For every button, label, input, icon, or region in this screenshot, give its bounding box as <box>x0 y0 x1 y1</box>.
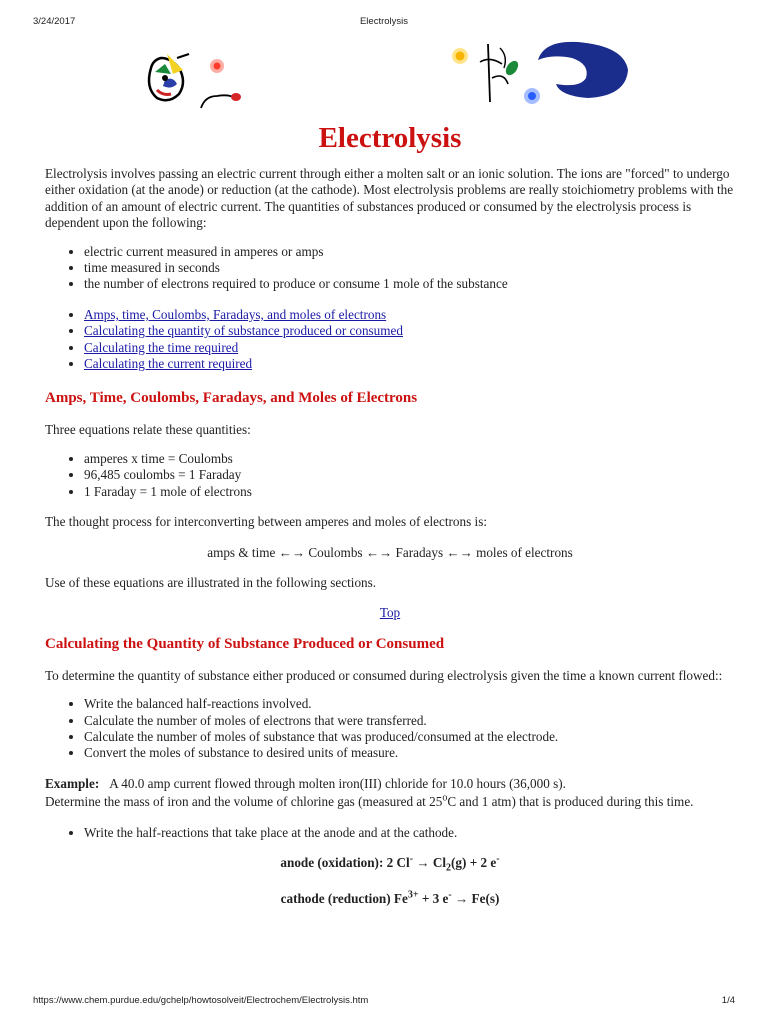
section-heading-amps: Amps, Time, Coulombs, Faradays, and Moles of Electrons <box>45 390 418 407</box>
document-content <box>45 118 735 908</box>
intro-paragraph: Electrolysis involves passing an electric current through either a molten salt or an ionic solution. The ions are "forced" to undergo either oxidation (at the anode) or reduction (at the cathode). Most electrolysis problems are really stoichiometry problems with the addition of an amount of electric current. The quantities of substances produced or consumed by the electrolysis process is dependent upon the following: <box>45 166 734 231</box>
toc-link-quantity[interactable]: Calculating the quantity of substance produced or consumed <box>84 323 403 339</box>
blue-star-icon <box>524 88 540 104</box>
equation-list <box>45 451 735 500</box>
toc-link-amps[interactable]: Amps, time, Coulombs, Faradays, and moles of electrons <box>84 306 387 322</box>
top-link-wrap <box>45 605 735 621</box>
question-text-cont: C and 1 atm) that is produced during this time. <box>447 794 694 810</box>
section2-lead: To determine the quantity of substance either produced or consumed during electrolysis given the time a known current flowed:: <box>45 667 723 683</box>
decorative-art-right <box>448 38 630 108</box>
section1-lead: Three equations relate these quantities: <box>45 422 251 438</box>
page-number: 1/4 <box>721 995 735 1006</box>
red-flower-icon <box>201 93 241 108</box>
list-item: • Convert the moles of substance to desired units of measure. <box>84 745 735 761</box>
list-item: • 1 Faraday = 1 mole of electrons <box>84 484 735 500</box>
degree-mark: o <box>442 792 448 804</box>
decorative-art-left <box>143 50 248 110</box>
list-item: • amperes x time = Coulombs <box>84 451 735 467</box>
toc-link-current[interactable]: Calculating the current required <box>84 356 253 372</box>
plant-figure-icon <box>480 44 521 102</box>
steps-list <box>45 696 735 762</box>
print-title: Electrolysis <box>359 16 409 27</box>
print-header <box>33 16 735 30</box>
blue-crescent-icon <box>538 42 628 98</box>
yellow-sun-icon <box>452 48 468 64</box>
top-link[interactable]: Top <box>379 605 401 621</box>
conversion-chain: amps & time ←→ Coulombs ←→ Faradays ←→ moles of electrons <box>207 544 573 560</box>
toc-link-time[interactable]: Calculating the time required <box>84 339 239 355</box>
list-item: • electric current measured in amperes or amps <box>84 244 735 260</box>
print-footer <box>33 995 735 1009</box>
toc-item <box>84 356 735 372</box>
thought-process-text: The thought process for interconverting between amperes and moles of electrons is: <box>45 514 488 530</box>
half-reaction-steps <box>45 825 735 841</box>
example-line <box>45 776 735 792</box>
toc-item <box>84 323 735 339</box>
toc-item <box>84 340 735 356</box>
page-url: https://www.chem.purdue.edu/gchelp/howtosolveit/Electrochem/Electrolysis.htm <box>33 995 369 1006</box>
cathode-equation: cathode (reduction) $Fe^{3+} + 3$ e- → Fe(s) <box>280 889 500 907</box>
abstract-figure-icon <box>149 54 189 100</box>
list-item: • Write the half-reactions that take place at the anode and at the cathode. <box>84 825 735 841</box>
list-item: • time measured in seconds <box>84 260 735 276</box>
page-title: Electrolysis <box>318 122 462 154</box>
table-of-contents <box>45 307 735 373</box>
question-text: Determine the mass of iron and the volume of chlorine gas (measured at 25 <box>45 794 443 810</box>
example-text: A 40.0 amp current flowed through molten iron(III) chloride for 10.0 hours (36,000 s). <box>109 775 566 791</box>
list-item: • Write the balanced half-reactions involved. <box>84 696 735 712</box>
list-item: • Calculate the number of moles of electrons that were transferred. <box>84 713 735 729</box>
anode-equation: anode (oxidation): 2 $Cl^- \to Cl_2(g) + 2$ e- <box>280 853 500 874</box>
example-label: Example: <box>45 775 100 791</box>
list-item: • the number of electrons required to produce or consume 1 mole of the substance <box>84 276 735 292</box>
list-item: • Calculate the number of moles of substance that was produced/consumed at the electrode. <box>84 729 735 745</box>
usage-text: Use of these equations are illustrated in the following sections. <box>45 574 377 590</box>
print-date: 3/24/2017 <box>33 16 76 27</box>
list-item: • 96,485 coulombs = 1 Faraday <box>84 467 735 483</box>
red-star-icon <box>210 59 224 73</box>
section-heading-quantity: Calculating the Quantity of Substance Produced or Consumed <box>45 635 445 652</box>
example-question <box>45 794 735 810</box>
toc-item <box>84 307 735 323</box>
factor-list <box>45 244 735 293</box>
